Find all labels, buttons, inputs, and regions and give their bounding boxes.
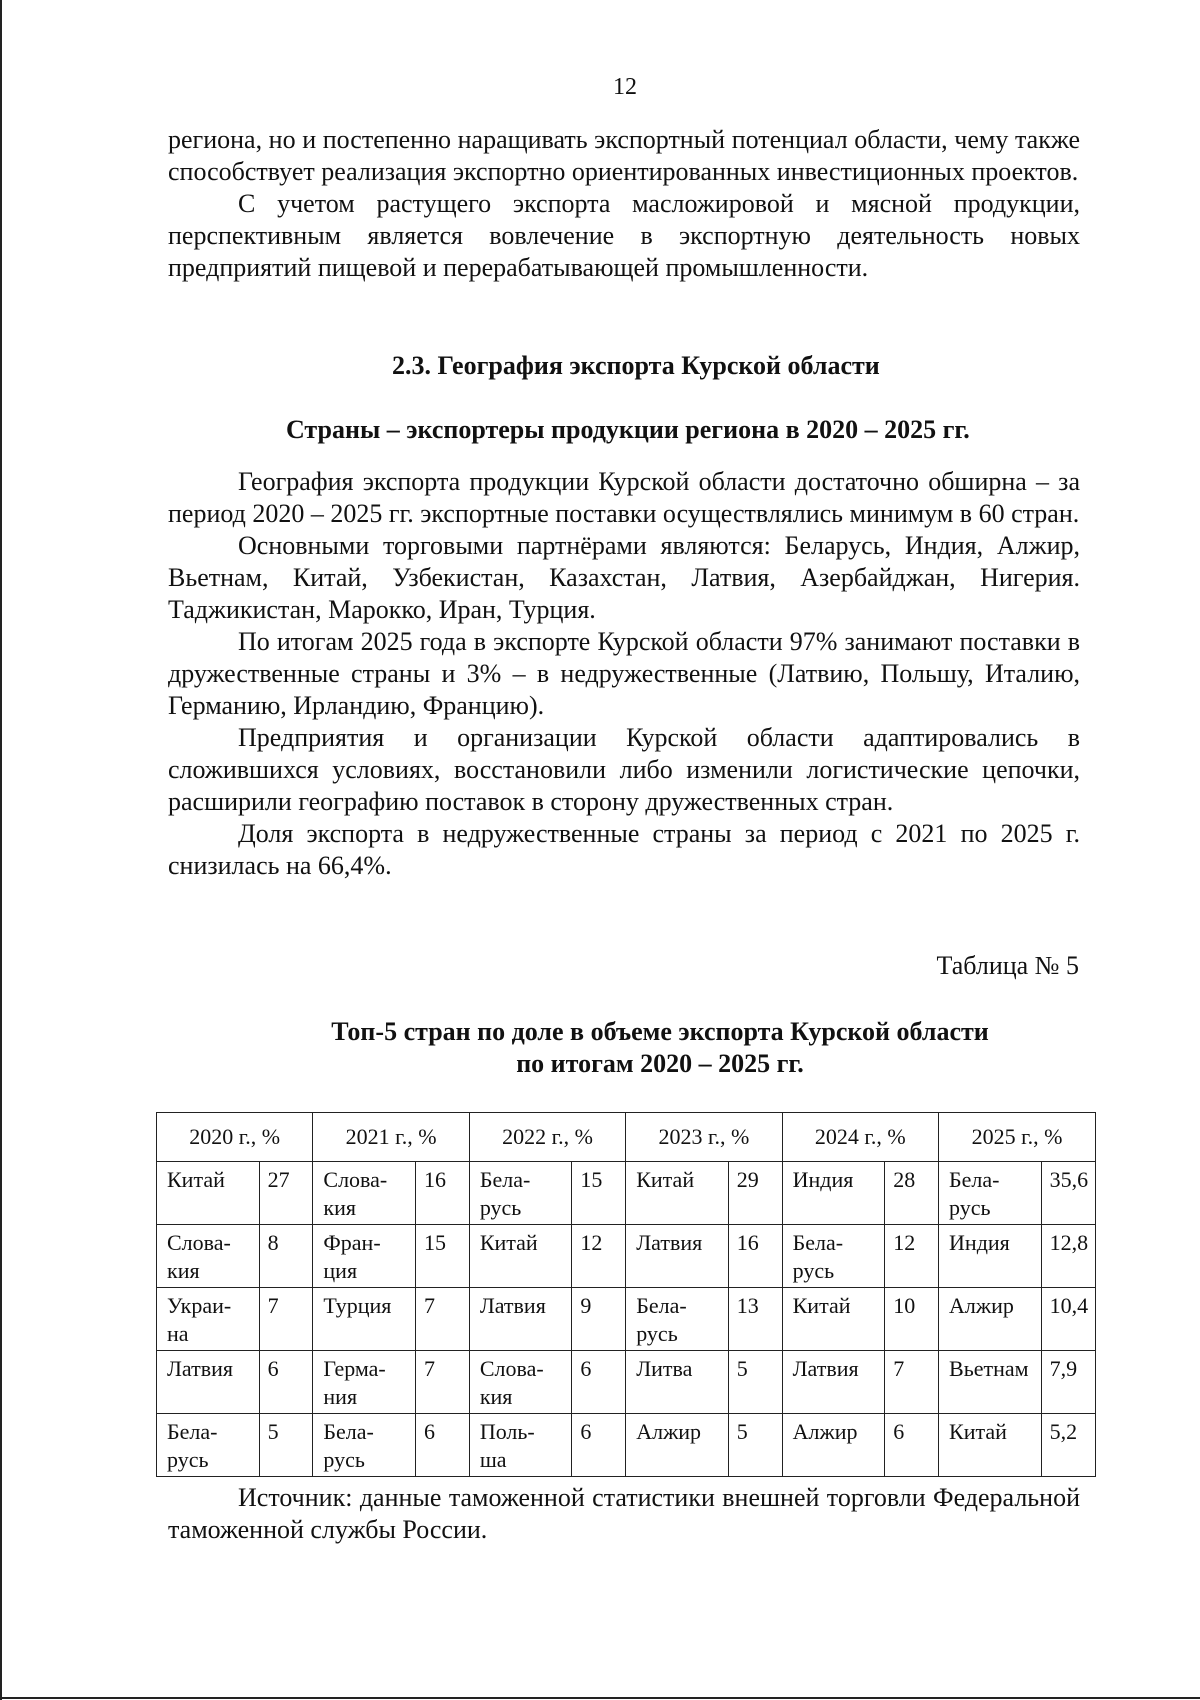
source-text: Источник: данные таможенной статистики внешней торговли Федеральной таможенной службы России.: [168, 1483, 1080, 1544]
header-2024: 2024 г., %: [782, 1113, 938, 1162]
share-value-cell: 5,2: [1041, 1414, 1095, 1477]
country-cell: Китай: [626, 1162, 729, 1225]
country-cell: Бела- русь: [939, 1162, 1042, 1225]
paragraph-geography: География экспорта продукции Курской области достаточно обширна – за период 2020 – 2025 гг. экспортные поставки осуществлялись минимум в 60 стран.: [168, 467, 1080, 528]
share-value-cell: 12: [885, 1225, 939, 1288]
scan-left-border: [0, 0, 2, 1700]
share-value-cell: 7: [415, 1288, 469, 1351]
table-row: [157, 1162, 1096, 1225]
table-row: [157, 1288, 1096, 1351]
table-title-line-2: по итогам 2020 – 2025 гг.: [516, 1049, 804, 1078]
country-cell: Китай: [782, 1288, 885, 1351]
page-number: 12: [613, 74, 637, 100]
country-cell: Алжир: [939, 1288, 1042, 1351]
country-cell: Украи- на: [157, 1288, 260, 1351]
header-2022: 2022 г., %: [469, 1113, 625, 1162]
country-cell: Бела- русь: [469, 1162, 572, 1225]
share-value-cell: 5: [728, 1351, 782, 1414]
table-title-line-1: Топ-5 стран по доле в объеме экспорта Курской области: [331, 1017, 989, 1046]
header-2021: 2021 г., %: [313, 1113, 469, 1162]
country-cell: Латвия: [782, 1351, 885, 1414]
share-value-cell: 7: [259, 1288, 313, 1351]
country-cell: Герма- ния: [313, 1351, 416, 1414]
country-cell: Слова- кия: [469, 1351, 572, 1414]
intro-text: [168, 124, 1080, 284]
share-value-cell: 10: [885, 1288, 939, 1351]
country-cell: Поль- ша: [469, 1414, 572, 1477]
country-cell: Фран- ция: [313, 1225, 416, 1288]
country-cell: Вьетнам: [939, 1351, 1042, 1414]
paragraph-export-growth: С учетом растущего экспорта масложировой и мясной продукции, перспективным является вовлечение в экспортную деятельность новых предприятий пищевой и перерабатывающей промышленности.: [168, 189, 1080, 282]
country-cell: Бела- русь: [626, 1288, 729, 1351]
table-row: [157, 1351, 1096, 1414]
country-cell: Китай: [157, 1162, 260, 1225]
table-header-row: [157, 1113, 1096, 1162]
subsection-title: Страны – экспортеры продукции региона в 2020 – 2025 гг.: [286, 415, 970, 444]
table-row: [157, 1225, 1096, 1288]
share-value-cell: 6: [415, 1414, 469, 1477]
share-value-cell: 15: [572, 1162, 626, 1225]
share-value-cell: 35,6: [1041, 1162, 1095, 1225]
share-value-cell: 5: [259, 1414, 313, 1477]
header-2025: 2025 г., %: [939, 1113, 1096, 1162]
country-cell: Латвия: [469, 1288, 572, 1351]
header-2020: 2020 г., %: [157, 1113, 313, 1162]
country-cell: Индия: [782, 1162, 885, 1225]
country-cell: Китай: [469, 1225, 572, 1288]
country-cell: Турция: [313, 1288, 416, 1351]
top5-countries-table: [156, 1112, 1096, 1477]
header-2023: 2023 г., %: [626, 1113, 782, 1162]
share-value-cell: 7,9: [1041, 1351, 1095, 1414]
table-body: [157, 1162, 1096, 1477]
scan-bottom-border: [0, 1697, 1200, 1699]
country-cell: Слова- кия: [313, 1162, 416, 1225]
share-value-cell: 28: [885, 1162, 939, 1225]
share-value-cell: 6: [572, 1414, 626, 1477]
paragraph-partners: Основными торговыми партнёрами являются: Беларусь, Индия, Алжир, Вьетнам, Китай, Узбекистан, Казахстан, Латвия, Азербайджан, Нигерия. Таджикистан, Марокко, Иран, Турция.: [168, 531, 1080, 624]
share-value-cell: 16: [728, 1225, 782, 1288]
share-value-cell: 12: [572, 1225, 626, 1288]
share-value-cell: 6: [259, 1351, 313, 1414]
paragraph-adaptation: Предприятия и организации Курской области адаптировались в сложившихся условиях, восстановили либо изменили логистические цепочки, расширили географию поставок в сторону дружественных стран.: [168, 723, 1080, 816]
share-value-cell: 29: [728, 1162, 782, 1225]
table-row: [157, 1414, 1096, 1477]
country-cell: Слова- кия: [157, 1225, 260, 1288]
country-cell: Латвия: [157, 1351, 260, 1414]
country-cell: Алжир: [782, 1414, 885, 1477]
share-value-cell: 7: [415, 1351, 469, 1414]
paragraph-continuation: региона, но и постепенно наращивать экспортный потенциал области, чему также способствует реализация экспортно ориентированных инвестиционных проектов.: [168, 125, 1080, 186]
country-cell: Алжир: [626, 1414, 729, 1477]
country-cell: Китай: [939, 1414, 1042, 1477]
paragraph-unfriendly-decline: Доля экспорта в недружественные страны за период с 2021 по 2025 г. снизилась на 66,4%.: [168, 819, 1080, 880]
share-value-cell: 10,4: [1041, 1288, 1095, 1351]
section-title: 2.3. География экспорта Курской области: [392, 351, 880, 380]
main-text: [168, 466, 1080, 882]
country-cell: Индия: [939, 1225, 1042, 1288]
paragraph-friendly-share: По итогам 2025 года в экспорте Курской области 97% занимают поставки в дружественные страны и 3% – в недружественные (Латвию, Польшу, Италию, Германию, Ирландию, Францию).: [168, 627, 1080, 720]
country-cell: Литва: [626, 1351, 729, 1414]
share-value-cell: 5: [728, 1414, 782, 1477]
share-value-cell: 27: [259, 1162, 313, 1225]
source-note: [168, 1482, 1080, 1546]
share-value-cell: 9: [572, 1288, 626, 1351]
country-cell: Латвия: [626, 1225, 729, 1288]
country-cell: Бела- русь: [782, 1225, 885, 1288]
table-number: Таблица № 5: [936, 951, 1079, 980]
table-title: [200, 1016, 1120, 1080]
share-value-cell: 6: [572, 1351, 626, 1414]
share-value-cell: 16: [415, 1162, 469, 1225]
share-value-cell: 8: [259, 1225, 313, 1288]
country-cell: Бела- русь: [313, 1414, 416, 1477]
country-cell: Бела- русь: [157, 1414, 260, 1477]
share-value-cell: 15: [415, 1225, 469, 1288]
share-value-cell: 7: [885, 1351, 939, 1414]
share-value-cell: 13: [728, 1288, 782, 1351]
share-value-cell: 12,8: [1041, 1225, 1095, 1288]
share-value-cell: 6: [885, 1414, 939, 1477]
